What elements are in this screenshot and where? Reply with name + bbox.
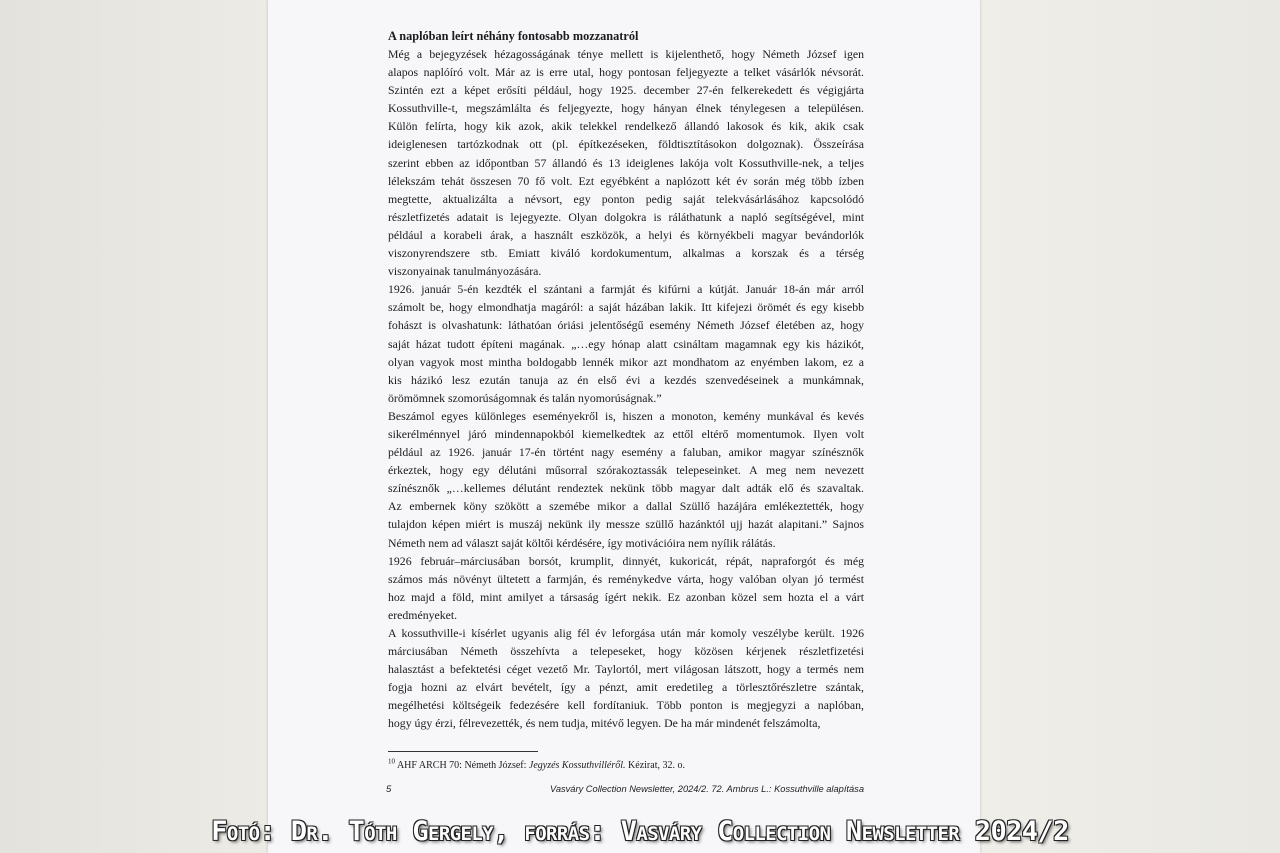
text-line: tulajdon képen miért is muszáj nekünk ily messze szüllő hazánktól ujj hazát alapitani.” Sajnos bbox=[388, 517, 864, 532]
background-right bbox=[980, 0, 1280, 853]
text-line: Még a bejegyzések hézagosságának ténye mellett is kijelenthető, hogy Németh József igen bbox=[388, 47, 864, 61]
text-line: számolt be, hogy elmondhatja magáról: a saját házában lakik. Itt kifejezi örömét és egy kisebb bbox=[388, 300, 864, 315]
footnote-prefix: AHF ARCH 70: Németh József: bbox=[395, 760, 529, 771]
text-line: márciusában Németh összehívta a telepeseket, hogy közösen kérjenek részletfizetési bbox=[388, 644, 864, 659]
footnote-suffix: Kézirat, 32. o. bbox=[625, 760, 685, 771]
text-line: örömömnek szomorúságomnak és talán nyomorúságnak.” bbox=[388, 390, 662, 405]
text-line: sikerélménnyel járó mindennapokból kiemelkedtek az ettől eltérő momentumok. Ilyen volt bbox=[388, 426, 864, 441]
text-line: 1926. január 5-én kezdték el szántani a farmját és kifúrni a kútját. Január 18-án már arról bbox=[388, 282, 864, 297]
document-body bbox=[388, 27, 864, 733]
text-line: lélekszám tehát összesen 70 fő volt. Ezt egyébként a naplózott két év során még több ízben bbox=[388, 173, 864, 188]
footnote-divider bbox=[388, 751, 538, 752]
text-line: hogy úgy érzi, félrevezették, és nem tudja, mitévő legyen. De ha már mindenét felszámolta, bbox=[388, 716, 821, 731]
section-heading: A naplóban leírt néhány fontosabb mozzanatról bbox=[388, 29, 639, 43]
text-line: számos más növényt ültetett a farmján, és reménykedve várta, hogy valóban olyan jó termést bbox=[388, 571, 864, 586]
text-line: Az embernek köny szökött a szemébe mikor a dallal Szüllő hazájára emlékeztették, hogy bbox=[388, 499, 864, 514]
text-line: eredményeket. bbox=[388, 607, 458, 622]
text-line: Beszámol egyes különleges eseményekről is, hiszen a monoton, kemény munkával és kevés bbox=[388, 408, 864, 423]
footnote bbox=[388, 759, 685, 773]
text-line: ideiglenesen tartózkodnak ott (pl. építkezéseken, földtisztításokon dolgoznak). Összeírása bbox=[388, 137, 864, 152]
footnote-number: 10 bbox=[388, 757, 395, 766]
running-footer: Vasváry Collection Newsletter, 2024/2. 72. Ambrus L.: Kossuthville alapítása bbox=[549, 784, 864, 794]
text-line: például az 1926. január 17-én történt nagy esemény a faluban, amikor magyar színésznők bbox=[388, 445, 864, 460]
text-line: halasztást a befektetési céget vezető Mr. Taylortól, mert világosan látszott, hogy a termés nem bbox=[388, 662, 864, 677]
text-line: alapos naplóíró volt. Már az is erre utal, hogy pontosan feljegyezte a telket vásárlók névsorát. bbox=[388, 65, 864, 80]
text-line: viszonyainak tanulmányozására. bbox=[388, 264, 542, 279]
footnote-title: Jegyzés Kossuthvilléről. bbox=[528, 760, 626, 771]
text-line: Németh nem ad választ saját költői kérdésére, így motivációira nem nyílik rálátás. bbox=[388, 535, 776, 550]
text-line: Kossuthville-t, megszámlálta és feljegyezte, hogy hányan élnek ténylegesen a településen. bbox=[388, 101, 864, 116]
text-line: színésznők „…kellemes délutánt rendeztek nekünk több magyar dalt adták elő és szavaltak. bbox=[388, 481, 864, 496]
text-line: Külön felírta, hogy kik azok, akik telekkel rendelkező állandó lakosok és kik, akik csak bbox=[388, 119, 864, 134]
text-line: részletfizetés adatait is lejegyezte. Olyan dolgokra is ráláthatunk a napló segítségével, mint bbox=[388, 209, 864, 224]
text-line: fogja hozni az elvárt bevételt, így a pénzt, amit eredetileg a törlesztőrészletre szántak, bbox=[388, 680, 864, 695]
background-left bbox=[0, 0, 268, 853]
text-line: például a korabeli árak, a használt eszközök, a helyi és környékbeli magyar bevándorlók bbox=[388, 227, 864, 242]
text-line: szerint ebben az időpontban 57 állandó és 13 ideiglenes lakója volt Kossuthville-nek, a teljes bbox=[388, 155, 864, 170]
text-line: A kossuthville-i kísérlet ugyanis alig fél év leforgása után már komoly veszélybe került. 1926 bbox=[388, 626, 864, 640]
text-line: fohászt is olvashatunk: láthatóan óriási jelentőségű esemény Németh József életében az, hogy bbox=[388, 318, 864, 333]
photo-caption: Fotó: Dr. Tóth Gergely, forrás: Vasváry Collection Newsletter 2024/2 bbox=[211, 816, 1069, 847]
text-line: hoz majd a föld, mint amilyet a társaság ígért nekik. Ez azonban közel sem hozta el a várt bbox=[388, 589, 864, 604]
body-text bbox=[388, 45, 864, 733]
page-number: 5 bbox=[386, 784, 392, 795]
text-line: viszonyrendszere stb. Emiatt kiváló kordokumentum, alkalmas a korszak és a térség bbox=[388, 246, 864, 261]
text-line: megtette, aktualizálta a névsort, egy ponton pedig saját telekvásárlásához kapcsolódó bbox=[388, 191, 864, 206]
text-line: Szintén ezt a képet erősíti például, hogy 1925. december 27-én felkerekedett és végigjárta bbox=[388, 83, 864, 98]
text-line: érkeztek, hogy egy délutáni műsorral szórakoztassák telepeseinket. A meg nem nevezett bbox=[388, 463, 864, 478]
text-line: 1926 február–márciusában borsót, krumplit, dinnyét, kukoricát, répát, napraforgót és még bbox=[388, 553, 864, 568]
document-page bbox=[268, 0, 980, 853]
text-line: saját házat tudott építeni magának. „…egy hónap alatt csináltam magamnak egy kis házikót, bbox=[388, 336, 864, 351]
text-line: kis házikó lesz ezután tanuja az én első évi a kezdés szenvedéseinek a munkámnak, bbox=[388, 372, 864, 387]
text-line: megélhetési költségeik fedezésére kell fordítaniuk. Több ponton is megjegyzi a naplóban, bbox=[388, 698, 864, 713]
text-line: olyan vagyok most mintha boldogabb lennék mikor azt mondhatom az enyémben lakom, ez a bbox=[388, 354, 864, 369]
